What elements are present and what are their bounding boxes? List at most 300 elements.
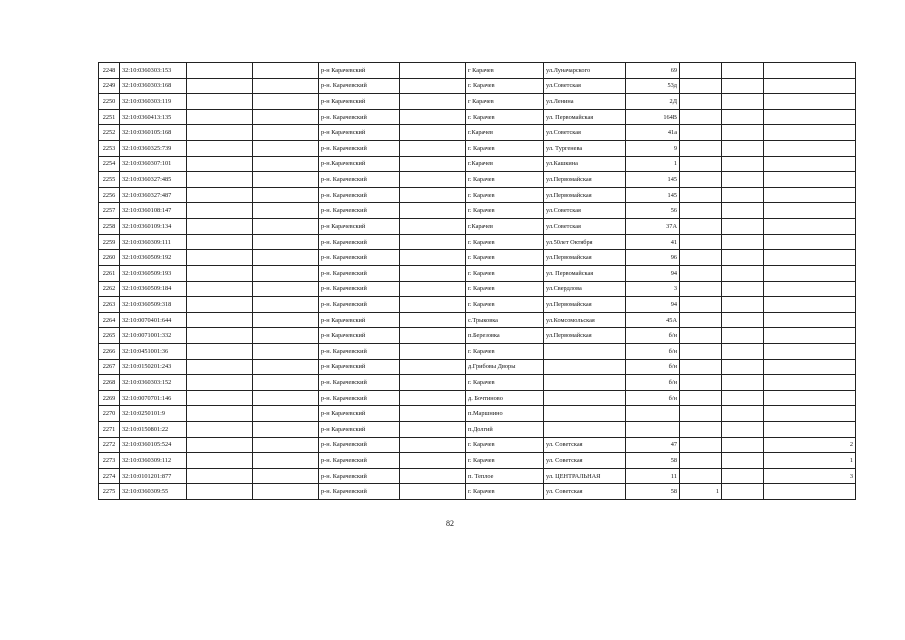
empty-cell [400,484,466,500]
locality-cell: д. Бочтиново [466,390,544,406]
empty-cell [187,250,253,266]
count-cell [722,406,764,422]
district-cell: р-н. Карачевский [319,265,400,281]
table-row [99,390,856,406]
district-cell: р-н. Карачевский [319,187,400,203]
house-number-cell: б/н [626,328,680,344]
locality-cell: г. Карачев [466,375,544,391]
row-number-cell: 2273 [99,453,120,469]
empty-cell [400,234,466,250]
cadastral-number-cell: 32:10:0101201:877 [120,468,187,484]
street-cell [544,359,626,375]
house-number-cell: 2Д [626,94,680,110]
table-row [99,484,856,500]
district-cell: р-н. Карачевский [319,203,400,219]
district-cell: р-н. Карачевский [319,78,400,94]
empty-cell [187,203,253,219]
street-cell [544,375,626,391]
locality-cell: г. Карачев [466,187,544,203]
table-row [99,187,856,203]
empty-cell [187,468,253,484]
empty-cell [187,94,253,110]
cadastral-number-cell: 32:10:0360327:485 [120,172,187,188]
count-cell [722,375,764,391]
house-number-cell: б/н [626,375,680,391]
district-cell: р-н Карачевский [319,422,400,438]
empty-cell [400,437,466,453]
empty-cell [253,172,319,188]
count-cell [764,109,856,125]
empty-cell [253,437,319,453]
count-cell [764,156,856,172]
row-number-cell: 2259 [99,234,120,250]
district-cell: р-н. Карачевский [319,250,400,266]
count-cell [764,265,856,281]
empty-cell [253,219,319,235]
empty-cell [400,187,466,203]
district-cell: р-н. Карачевский [319,234,400,250]
cadastral-number-cell: 32:10:0070401:644 [120,312,187,328]
table-row [99,281,856,297]
house-number-cell: 11 [626,468,680,484]
count-cell [680,125,722,141]
count-cell [764,172,856,188]
district-cell: р-н Карачевский [319,312,400,328]
count-cell [722,250,764,266]
row-number-cell: 2275 [99,484,120,500]
empty-cell [400,172,466,188]
district-cell: р-н. Карачевский [319,390,400,406]
row-number-cell: 2265 [99,328,120,344]
house-number-cell: 1 [626,156,680,172]
count-cell [764,422,856,438]
table-row [99,468,856,484]
table-row [99,78,856,94]
count-cell [722,359,764,375]
empty-cell [400,203,466,219]
empty-cell [253,484,319,500]
street-cell: ул.Свердлова [544,281,626,297]
table-body [99,63,856,500]
cadastral-number-cell: 32:10:0250101:9 [120,406,187,422]
empty-cell [187,281,253,297]
district-cell: р-н. Карачевский [319,468,400,484]
count-cell [722,390,764,406]
empty-cell [400,422,466,438]
street-cell: ул.Советская [544,219,626,235]
empty-cell [187,125,253,141]
count-cell [680,203,722,219]
count-cell [722,468,764,484]
count-cell [764,297,856,313]
count-cell [722,312,764,328]
row-number-cell: 2248 [99,63,120,79]
count-cell [722,453,764,469]
house-number-cell: 69 [626,63,680,79]
table-row [99,219,856,235]
street-cell [544,343,626,359]
cadastral-number-cell: 32:10:0150801:22 [120,422,187,438]
cadastral-number-cell: 32:10:0360509:192 [120,250,187,266]
count-cell [680,172,722,188]
empty-cell [400,125,466,141]
empty-cell [400,453,466,469]
street-cell: ул. Тургенева [544,141,626,157]
count-cell [722,109,764,125]
empty-cell [187,141,253,157]
cadastral-number-cell: 32:10:0360108:147 [120,203,187,219]
count-cell: 2 [764,437,856,453]
row-number-cell: 2252 [99,125,120,141]
empty-cell [253,453,319,469]
count-cell [680,297,722,313]
count-cell [680,343,722,359]
count-cell [722,125,764,141]
empty-cell [253,125,319,141]
count-cell [764,390,856,406]
count-cell [680,422,722,438]
street-cell: ул.Первомайская [544,187,626,203]
house-number-cell: 145 [626,187,680,203]
empty-cell [253,359,319,375]
empty-cell [400,343,466,359]
locality-cell: г.Карачев [466,156,544,172]
count-cell [680,78,722,94]
locality-cell: с.Трыковка [466,312,544,328]
count-cell [722,187,764,203]
house-number-cell: б/н [626,390,680,406]
empty-cell [400,390,466,406]
row-number-cell: 2257 [99,203,120,219]
count-cell [764,234,856,250]
count-cell [680,406,722,422]
count-cell [680,250,722,266]
table-row [99,125,856,141]
street-cell [544,390,626,406]
locality-cell: г. Карачев [466,265,544,281]
street-cell: ул.Первомайская [544,297,626,313]
empty-cell [187,219,253,235]
table-row [99,63,856,79]
empty-cell [187,187,253,203]
count-cell [764,328,856,344]
street-cell [544,422,626,438]
district-cell: р-н. Карачевский [319,375,400,391]
count-cell [680,359,722,375]
empty-cell [187,343,253,359]
locality-cell: г. Карачев [466,281,544,297]
locality-cell: г. Карачев [466,78,544,94]
locality-cell: г. Карачев [466,109,544,125]
empty-cell [253,203,319,219]
cadastral-number-cell: 32:10:0070701:146 [120,390,187,406]
locality-cell: п. Теплое [466,468,544,484]
district-cell: р-н. Карачевский [319,141,400,157]
cadastral-number-cell: 32:10:0071001:332 [120,328,187,344]
empty-cell [187,422,253,438]
locality-cell: г. Карачев [466,297,544,313]
house-number-cell: 94 [626,265,680,281]
district-cell: р-н. Карачевский [319,172,400,188]
count-cell [722,203,764,219]
table-row [99,406,856,422]
count-cell [722,219,764,235]
empty-cell [253,156,319,172]
empty-cell [400,78,466,94]
locality-cell: г. Карачев [466,437,544,453]
table-row [99,94,856,110]
cadastral-number-cell: 32:10:0150201:243 [120,359,187,375]
row-number-cell: 2271 [99,422,120,438]
house-number-cell: 164В [626,109,680,125]
house-number-cell: 9 [626,141,680,157]
empty-cell [400,468,466,484]
table-row [99,422,856,438]
cadastral-number-cell: 32:10:0360303:119 [120,94,187,110]
district-cell: р-н. Карачевский [319,453,400,469]
empty-cell [400,359,466,375]
empty-cell [187,156,253,172]
count-cell [680,437,722,453]
table-row [99,297,856,313]
table-row [99,375,856,391]
row-number-cell: 2268 [99,375,120,391]
count-cell [722,234,764,250]
row-number-cell: 2260 [99,250,120,266]
empty-cell [187,297,253,313]
cadastral-number-cell: 32:10:0360309:112 [120,453,187,469]
empty-cell [187,78,253,94]
page-number: 82 [446,519,454,528]
row-number-cell: 2269 [99,390,120,406]
locality-cell: г. Карачев [466,343,544,359]
cadastral-number-cell: 32:10:0360327:487 [120,187,187,203]
cadastral-number-cell: 32:10:0360105:524 [120,437,187,453]
count-cell [722,328,764,344]
count-cell [722,297,764,313]
house-number-cell: 53д [626,78,680,94]
empty-cell [187,312,253,328]
street-cell: ул. Советская [544,453,626,469]
count-cell [722,437,764,453]
count-cell [680,312,722,328]
empty-cell [400,94,466,110]
table-row [99,172,856,188]
empty-cell [187,453,253,469]
count-cell [764,125,856,141]
row-number-cell: 2274 [99,468,120,484]
cadastral-number-cell: 32:10:0360109:134 [120,219,187,235]
count-cell [764,94,856,110]
house-number-cell: 47 [626,437,680,453]
count-cell [764,187,856,203]
empty-cell [253,250,319,266]
locality-cell: г. Карачев [466,453,544,469]
empty-cell [187,265,253,281]
district-cell: р-н. Карачевский [319,343,400,359]
district-cell: р-н. Карачевский [319,297,400,313]
district-cell: р-н Карачевский [319,63,400,79]
table-row [99,109,856,125]
empty-cell [400,156,466,172]
street-cell: ул.50лет Октября [544,234,626,250]
count-cell [764,484,856,500]
count-cell [680,94,722,110]
empty-cell [400,375,466,391]
row-number-cell: 2255 [99,172,120,188]
empty-cell [253,234,319,250]
count-cell [764,406,856,422]
cadastral-number-cell: 32:10:0360303:152 [120,375,187,391]
row-number-cell: 2270 [99,406,120,422]
district-cell: р-н. Карачевский [319,281,400,297]
locality-cell: г Карачев [466,63,544,79]
count-cell [722,422,764,438]
empty-cell [253,281,319,297]
count-cell [680,453,722,469]
row-number-cell: 2254 [99,156,120,172]
empty-cell [187,63,253,79]
district-cell: р-н Карачевский [319,125,400,141]
table-row [99,343,856,359]
empty-cell [400,109,466,125]
table-row [99,453,856,469]
count-cell [680,141,722,157]
street-cell: ул.Первомайская [544,172,626,188]
count-cell: 1 [680,484,722,500]
empty-cell [187,234,253,250]
empty-cell [253,265,319,281]
empty-cell [400,406,466,422]
count-cell [722,156,764,172]
district-cell: р-н Карачевский [319,328,400,344]
locality-cell: д.Грибовы Дворы [466,359,544,375]
row-number-cell: 2251 [99,109,120,125]
house-number-cell: 94 [626,297,680,313]
row-number-cell: 2266 [99,343,120,359]
count-cell [722,343,764,359]
empty-cell [187,375,253,391]
table-row [99,359,856,375]
count-cell [722,78,764,94]
row-number-cell: 2272 [99,437,120,453]
empty-cell [253,141,319,157]
row-number-cell: 2249 [99,78,120,94]
cadastral-number-cell: 32:10:0360105:168 [120,125,187,141]
house-number-cell: 45А [626,312,680,328]
cadastral-number-cell: 32:10:0360309:111 [120,234,187,250]
empty-cell [253,468,319,484]
street-cell: ул. Советская [544,484,626,500]
count-cell [680,375,722,391]
cadastral-number-cell: 32:10:0360413:135 [120,109,187,125]
district-cell: р-н. Карачевский [319,437,400,453]
cadastral-number-cell: 32:10:0360309:55 [120,484,187,500]
table-row [99,234,856,250]
empty-cell [253,343,319,359]
locality-cell: п.Долгий [466,422,544,438]
count-cell [764,343,856,359]
count-cell [722,484,764,500]
empty-cell [187,328,253,344]
count-cell [680,63,722,79]
row-number-cell: 2256 [99,187,120,203]
house-number-cell: 96 [626,250,680,266]
row-number-cell: 2263 [99,297,120,313]
empty-cell [253,422,319,438]
empty-cell [253,375,319,391]
count-cell [764,312,856,328]
table-row [99,312,856,328]
count-cell [764,63,856,79]
house-number-cell: 41 [626,234,680,250]
count-cell [680,390,722,406]
table-row [99,156,856,172]
count-cell [764,141,856,157]
count-cell [722,281,764,297]
street-cell: ул. Советская [544,437,626,453]
table-row [99,141,856,157]
empty-cell [400,265,466,281]
house-number-cell: б/н [626,359,680,375]
count-cell [680,187,722,203]
house-number-cell: 58 [626,484,680,500]
locality-cell: п.Березовка [466,328,544,344]
count-cell [764,219,856,235]
street-cell: ул. ЦЕНТРАЛЬНАЯ [544,468,626,484]
row-number-cell: 2262 [99,281,120,297]
cadastral-number-cell: 32:10:0360509:193 [120,265,187,281]
empty-cell [253,297,319,313]
count-cell [680,156,722,172]
row-number-cell: 2264 [99,312,120,328]
empty-cell [187,484,253,500]
house-number-cell: 56 [626,203,680,219]
count-cell [764,250,856,266]
table-row [99,203,856,219]
empty-cell [400,63,466,79]
locality-cell: г. Карачев [466,484,544,500]
table-row [99,328,856,344]
count-cell [680,109,722,125]
empty-cell [400,297,466,313]
count-cell [680,265,722,281]
count-cell [680,234,722,250]
empty-cell [187,437,253,453]
street-cell: ул.Ленина [544,94,626,110]
count-cell [680,328,722,344]
cadastral-number-cell: 32:10:0360325:739 [120,141,187,157]
street-cell: ул.Кашкина [544,156,626,172]
empty-cell [253,187,319,203]
count-cell [722,172,764,188]
district-cell: р-н Карачевский [319,406,400,422]
empty-cell [253,406,319,422]
count-cell [764,375,856,391]
house-number-cell: 41а [626,125,680,141]
count-cell [680,281,722,297]
empty-cell [400,312,466,328]
table-row [99,265,856,281]
empty-cell [400,328,466,344]
locality-cell: г. Карачев [466,172,544,188]
count-cell [764,359,856,375]
street-cell: ул.Комсомольская [544,312,626,328]
empty-cell [253,63,319,79]
empty-cell [187,109,253,125]
cadastral-number-cell: 32:10:0360509:318 [120,297,187,313]
count-cell [764,203,856,219]
